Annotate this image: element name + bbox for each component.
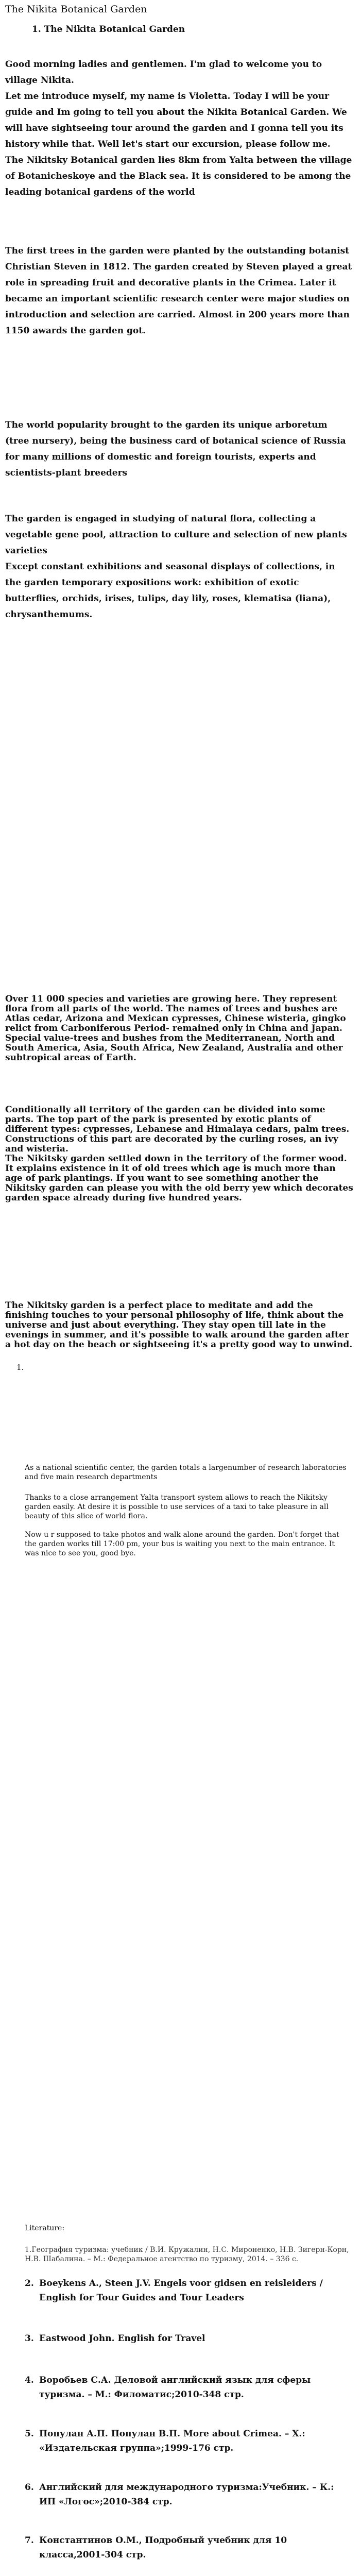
reference-text: Константинов О.М., Подробный учебник для 10 класса,2001-304 стр. xyxy=(39,2535,287,2560)
reference-number: 3. xyxy=(25,2333,34,2344)
reference-text: Английский для международного туризма:Учебник. – К.: ИП «Логос»;2010-384 стр. xyxy=(39,2482,334,2507)
document-title: The Nikita Botanical Garden xyxy=(5,4,147,15)
reference-item xyxy=(25,2427,349,2455)
farewell-text: Now u r supposed to take photos and walk alone around the garden. Don't forget that the garden works till 17:00 pm, your bus is waiting you next to the main entrance. It was nice to see you, good bye. xyxy=(25,1531,339,1557)
reference-number: 7. xyxy=(25,2535,34,2546)
reference-item xyxy=(25,2373,349,2402)
reference-item xyxy=(25,2276,349,2305)
toc-item: 1. The Nikita Botanical Garden xyxy=(32,24,185,35)
literature-label: Literature: xyxy=(25,2224,65,2232)
reference-text: Eastwood John. English for Travel xyxy=(39,2333,205,2344)
reference-item xyxy=(25,2533,349,2562)
meditation-paragraph: The Nikitsky garden is a perfect place to meditate and add the finishing touches to your personal philosophy of life, think about the universe and just about everything. They stay open till late in the evenings in summer, and it's possible to walk around the garden after a hot day on the beach or sightseeing it's a pretty good way to unwind. xyxy=(5,1300,353,1350)
reference-number: 1. xyxy=(25,2246,32,2254)
list-marker: 1. xyxy=(16,1363,24,1372)
territory-paragraph: Conditionally all territory of the garden can be divided into some parts. The top part of the park is presented by exotic plants of different types: cypresses, Lebanese and Himalaya cedars, palm trees. Constructions of this part are decorated by the curling roses, an ivy and wisteria. The Nikitsky garden settled down in the territory of the former wood. It explains existence in it of old trees which age is much more than age of park plantings. If you want to see something another the Nikitsky garden can please you with the old berry yew which decorates garden space already during five hundred years. xyxy=(5,1105,353,1203)
reference-text: География туризма: учебник / В.И. Кружалин, Н.С. Мироненко, Н.В. Зигерн-Корн, Н.В. Шабалина. – М.: Федеральное агентство по туризму, 2014. – 336 с. xyxy=(25,2246,349,2263)
reference-text: Boeykens A., Steen J.V. Engels voor gidsen en reisleiders / English for Tour Guides and Tour Leaders xyxy=(39,2278,323,2303)
intro-paragraph: Good morning ladies and gentlemen. I'm glad to welcome you to village Nikita. Let me introduce myself, my name is Violetta. Today I will be your guide and Im going to tell you about the Nikita Botanical Garden. We will have sightseeing tour around the garden and I gonna tell you its history while that. Well let's start our excursion, please follow me. The Nikitsky Botanical garden lies 8km from Yalta between the village of Botanicheskoye and the Black sea. It is considered to be among the leading botanical gardens of the world xyxy=(5,59,352,197)
arboretum-paragraph: The world popularity brought to the garden its unique arboretum (tree nursery), being the business card of botanical science of Russia for many millions of domestic and foreign tourists, experts and scientists-plant breeders xyxy=(5,420,346,478)
reference-number: 4. xyxy=(25,2375,34,2385)
reference-text: Воробьев С.А. Деловой английский язык для сферы туризма. – М.: Филоматис;2010-348 стр. xyxy=(39,2375,311,2400)
reference-number: 5. xyxy=(25,2429,34,2439)
reference-text: Популан А.П. Популан В.П. More about Crimea. – Х.: «Издательская группа»;1999-176 стр. xyxy=(39,2429,305,2453)
reference-item xyxy=(25,2480,349,2509)
reference-item xyxy=(25,2331,349,2346)
research-paragraph: The garden is engaged in studying of natural flora, collecting a vegetable gene pool, attraction to culture and selection of new plants varieties Except constant exhibitions and seasonal displays of collections, in the garden temporary expositions work: exhibition of exotic butterflies, orchids, irises, tulips, day lily, roses, klematisa (liana), chrysanthemums. xyxy=(5,514,347,620)
transport-text: Thanks to a close arrangement Yalta transport system allows to reach the Nikitsky garden easily. At desire it is possible to use services of a taxi to take pleasure in all beauty of this slice of world flora. xyxy=(25,1494,329,1520)
history-paragraph: The first trees in the garden were planted by the outstanding botanist Christian Steven in 1812. The garden created by Steven played a great role in spreading fruit and decorative plants in the Crimea. Later it became an important scientific research center were major studies on introduction and selection are carried. Almost in 200 years more than 1150 awards the garden got. xyxy=(5,246,352,336)
scientific-center-text: As a national scientific center, the garden totals a largenumber of research laboratories and five main research departments xyxy=(25,1464,347,1481)
reference-number: 6. xyxy=(25,2482,34,2493)
reference-item xyxy=(25,2245,354,2264)
species-paragraph: Over 11 000 species and varieties are growing here. They represent flora from all parts of the world. The names of trees and bushes are Atlas cedar, Arizona and Mexican cypresses, Chinese wisteria, gingko relict from Carboniferous Period- remained only in China and Japan. Special value-trees and bushes from the Mediterranean, North and South America, Asia, South Africa, New Zealand, Australia and other subtropical areas of Earth. xyxy=(5,994,346,1063)
reference-number: 2. xyxy=(25,2278,34,2289)
